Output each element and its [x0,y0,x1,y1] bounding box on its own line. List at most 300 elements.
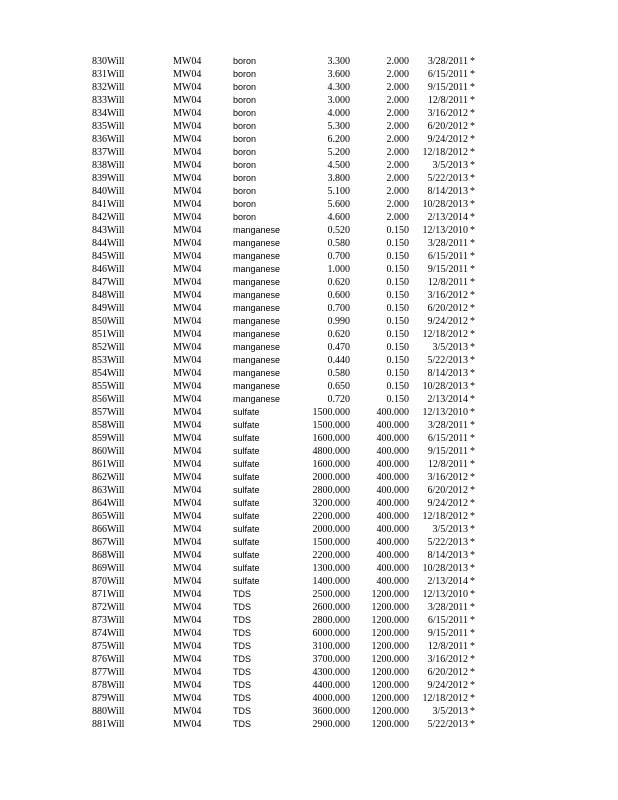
standard-value: 0.150 [386,368,409,379]
record-id: 856Will [92,394,125,405]
exceedance-flag: * [470,537,475,548]
parameter-name: sulfate [233,524,260,534]
record-id: 837Will [92,147,125,158]
parameter-name: boron [233,199,257,209]
parameter-name: manganese [233,225,281,235]
exceedance-flag: * [470,225,475,236]
record-id: 867Will [92,537,125,548]
measured-value: 2000.000 [312,472,350,483]
table-row [0,159,618,172]
record-id: 852Will [92,342,125,353]
sample-date: 10/28/2013 [422,563,468,574]
measured-value: 0.520 [327,225,350,236]
sample-date: 12/8/2011 [427,459,468,470]
exceedance-flag: * [470,108,475,119]
table-row [0,146,618,159]
table-row [0,718,618,731]
standard-value: 0.150 [386,303,409,314]
parameter-name: TDS [233,641,251,651]
exceedance-flag: * [470,680,475,691]
sample-date: 12/18/2012 [422,693,468,704]
exceedance-flag: * [470,576,475,587]
standard-value: 400.000 [376,550,409,561]
table-row [0,354,618,367]
record-id: 850Will [92,316,125,327]
measured-value: 3.300 [327,56,350,67]
parameter-name: boron [233,134,257,144]
table-row [0,471,618,484]
measured-value: 0.580 [327,238,350,249]
parameter-name: TDS [233,680,251,690]
measured-value: 3700.000 [312,654,350,665]
parameter-name: manganese [233,277,281,287]
parameter-name: boron [233,160,257,170]
sample-date: 9/24/2012 [427,134,468,145]
measured-value: 4000.000 [312,693,350,704]
record-id: 851Will [92,329,125,340]
well-id: MW04 [173,303,202,314]
record-id: 841Will [92,199,125,210]
standard-value: 400.000 [376,446,409,457]
parameter-name: manganese [233,329,281,339]
well-id: MW04 [173,316,202,327]
parameter-name: boron [233,69,257,79]
standard-value: 0.150 [386,316,409,327]
standard-value: 0.150 [386,225,409,236]
standard-value: 400.000 [376,472,409,483]
exceedance-flag: * [470,290,475,301]
record-id: 873Will [92,615,125,626]
sample-date: 12/8/2011 [427,95,468,106]
record-id: 865Will [92,511,125,522]
measured-value: 4.600 [327,212,350,223]
sample-date: 3/16/2012 [427,472,468,483]
exceedance-flag: * [470,563,475,574]
table-row [0,302,618,315]
measured-value: 1500.000 [312,537,350,548]
well-id: MW04 [173,69,202,80]
sample-date: 12/13/2010 [422,225,468,236]
standard-value: 1200.000 [371,680,409,691]
standard-value: 1200.000 [371,602,409,613]
table-row [0,81,618,94]
measured-value: 4.000 [327,108,350,119]
standard-value: 2.000 [386,186,409,197]
well-id: MW04 [173,290,202,301]
well-id: MW04 [173,459,202,470]
table-row [0,419,618,432]
exceedance-flag: * [470,95,475,106]
sample-date: 12/13/2010 [422,589,468,600]
standard-value: 2.000 [386,121,409,132]
well-id: MW04 [173,82,202,93]
exceedance-flag: * [470,719,475,730]
well-id: MW04 [173,212,202,223]
parameter-name: TDS [233,719,251,729]
exceedance-flag: * [470,303,475,314]
exceedance-flag: * [470,212,475,223]
parameter-name: TDS [233,706,251,716]
exceedance-flag: * [470,277,475,288]
well-id: MW04 [173,225,202,236]
standard-value: 400.000 [376,498,409,509]
standard-value: 1200.000 [371,667,409,678]
sample-date: 8/14/2013 [427,368,468,379]
standard-value: 1200.000 [371,641,409,652]
exceedance-flag: * [470,329,475,340]
table-row [0,614,618,627]
measured-value: 2800.000 [312,485,350,496]
well-id: MW04 [173,173,202,184]
measured-value: 1600.000 [312,433,350,444]
table-row [0,393,618,406]
well-id: MW04 [173,277,202,288]
sample-date: 3/5/2013 [432,342,468,353]
exceedance-flag: * [470,355,475,366]
standard-value: 0.150 [386,251,409,262]
exceedance-flag: * [470,511,475,522]
table-row [0,380,618,393]
measured-value: 1400.000 [312,576,350,587]
measured-value: 4400.000 [312,680,350,691]
well-id: MW04 [173,160,202,171]
parameter-name: TDS [233,628,251,638]
measured-value: 2200.000 [312,511,350,522]
record-id: 864Will [92,498,125,509]
well-id: MW04 [173,433,202,444]
standard-value: 0.150 [386,238,409,249]
standard-value: 400.000 [376,537,409,548]
measured-value: 1500.000 [312,407,350,418]
table-row [0,484,618,497]
parameter-name: manganese [233,342,281,352]
well-id: MW04 [173,368,202,379]
well-id: MW04 [173,693,202,704]
sample-date: 8/14/2013 [427,186,468,197]
record-id: 859Will [92,433,125,444]
exceedance-flag: * [470,316,475,327]
record-id: 876Will [92,654,125,665]
parameter-name: manganese [233,381,281,391]
standard-value: 400.000 [376,407,409,418]
standard-value: 1200.000 [371,628,409,639]
sample-date: 12/18/2012 [422,511,468,522]
measured-value: 1600.000 [312,459,350,470]
table-row [0,211,618,224]
well-id: MW04 [173,537,202,548]
sample-date: 3/16/2012 [427,108,468,119]
measured-value: 0.720 [327,394,350,405]
parameter-name: manganese [233,368,281,378]
sample-date: 5/22/2013 [427,355,468,366]
measured-value: 4.300 [327,82,350,93]
well-id: MW04 [173,563,202,574]
measured-value: 2800.000 [312,615,350,626]
well-id: MW04 [173,511,202,522]
standard-value: 2.000 [386,108,409,119]
well-id: MW04 [173,485,202,496]
parameter-name: boron [233,147,257,157]
sample-date: 9/15/2011 [427,82,468,93]
measured-value: 0.650 [327,381,350,392]
standard-value: 1200.000 [371,589,409,600]
measured-value: 2900.000 [312,719,350,730]
well-id: MW04 [173,524,202,535]
standard-value: 400.000 [376,433,409,444]
well-id: MW04 [173,654,202,665]
table-row [0,406,618,419]
record-id: 858Will [92,420,125,431]
record-id: 880Will [92,706,125,717]
table-row [0,523,618,536]
well-id: MW04 [173,199,202,210]
exceedance-flag: * [470,147,475,158]
well-id: MW04 [173,576,202,587]
exceedance-flag: * [470,550,475,561]
well-id: MW04 [173,251,202,262]
record-id: 836Will [92,134,125,145]
record-id: 855Will [92,381,125,392]
exceedance-flag: * [470,641,475,652]
record-id: 868Will [92,550,125,561]
standard-value: 2.000 [386,56,409,67]
measured-value: 5.200 [327,147,350,158]
parameter-name: boron [233,121,257,131]
parameter-name: sulfate [233,498,260,508]
exceedance-flag: * [470,420,475,431]
data-table [0,55,618,731]
well-id: MW04 [173,407,202,418]
measured-value: 0.700 [327,303,350,314]
sample-date: 5/22/2013 [427,719,468,730]
standard-value: 400.000 [376,485,409,496]
record-id: 869Will [92,563,125,574]
table-row [0,172,618,185]
well-id: MW04 [173,342,202,353]
standard-value: 400.000 [376,459,409,470]
record-id: 844Will [92,238,125,249]
standard-value: 0.150 [386,264,409,275]
exceedance-flag: * [470,342,475,353]
well-id: MW04 [173,680,202,691]
exceedance-flag: * [470,394,475,405]
measured-value: 1300.000 [312,563,350,574]
sample-date: 6/15/2011 [427,251,468,262]
standard-value: 0.150 [386,394,409,405]
well-id: MW04 [173,238,202,249]
table-row [0,367,618,380]
standard-value: 400.000 [376,576,409,587]
record-id: 877Will [92,667,125,678]
well-id: MW04 [173,602,202,613]
standard-value: 2.000 [386,69,409,80]
table-row [0,55,618,68]
sample-date: 6/20/2012 [427,667,468,678]
exceedance-flag: * [470,615,475,626]
well-id: MW04 [173,498,202,509]
parameter-name: sulfate [233,407,260,417]
well-id: MW04 [173,420,202,431]
standard-value: 400.000 [376,420,409,431]
record-id: 853Will [92,355,125,366]
parameter-name: TDS [233,667,251,677]
record-id: 874Will [92,628,125,639]
table-row [0,627,618,640]
sample-date: 10/28/2013 [422,199,468,210]
well-id: MW04 [173,719,202,730]
record-id: 866Will [92,524,125,535]
standard-value: 400.000 [376,511,409,522]
parameter-name: TDS [233,654,251,664]
well-id: MW04 [173,446,202,457]
parameter-name: sulfate [233,537,260,547]
table-row [0,237,618,250]
standard-value: 2.000 [386,95,409,106]
parameter-name: sulfate [233,485,260,495]
record-id: 830Will [92,56,125,67]
sample-date: 12/8/2011 [427,277,468,288]
parameter-name: boron [233,108,257,118]
well-id: MW04 [173,108,202,119]
measured-value: 3.800 [327,173,350,184]
record-id: 854Will [92,368,125,379]
table-row [0,445,618,458]
exceedance-flag: * [470,238,475,249]
exceedance-flag: * [470,706,475,717]
record-id: 862Will [92,472,125,483]
measured-value: 3.000 [327,95,350,106]
sample-date: 6/20/2012 [427,485,468,496]
standard-value: 0.150 [386,355,409,366]
sample-date: 3/28/2011 [427,420,468,431]
table-row [0,250,618,263]
table-row [0,458,618,471]
standard-value: 2.000 [386,82,409,93]
table-row [0,679,618,692]
record-id: 872Will [92,602,125,613]
well-id: MW04 [173,147,202,158]
sample-date: 6/20/2012 [427,121,468,132]
sample-date: 9/15/2011 [427,628,468,639]
exceedance-flag: * [470,251,475,262]
parameter-name: sulfate [233,511,260,521]
table-row [0,640,618,653]
exceedance-flag: * [470,628,475,639]
parameter-name: TDS [233,602,251,612]
parameter-name: boron [233,56,257,66]
parameter-name: manganese [233,394,281,404]
table-row [0,263,618,276]
well-id: MW04 [173,355,202,366]
record-id: 878Will [92,680,125,691]
measured-value: 0.990 [327,316,350,327]
record-id: 870Will [92,576,125,587]
standard-value: 2.000 [386,134,409,145]
parameter-name: TDS [233,589,251,599]
exceedance-flag: * [470,407,475,418]
exceedance-flag: * [470,381,475,392]
well-id: MW04 [173,264,202,275]
exceedance-flag: * [470,134,475,145]
well-id: MW04 [173,706,202,717]
standard-value: 2.000 [386,147,409,158]
record-id: 839Will [92,173,125,184]
table-row [0,328,618,341]
table-row [0,497,618,510]
measured-value: 3.600 [327,69,350,80]
sample-date: 2/13/2014 [427,212,468,223]
well-id: MW04 [173,186,202,197]
record-id: 848Will [92,290,125,301]
well-id: MW04 [173,641,202,652]
table-row [0,94,618,107]
sample-date: 5/22/2013 [427,537,468,548]
well-id: MW04 [173,329,202,340]
measured-value: 5.100 [327,186,350,197]
exceedance-flag: * [470,433,475,444]
parameter-name: manganese [233,303,281,313]
record-id: 871Will [92,589,125,600]
well-id: MW04 [173,615,202,626]
exceedance-flag: * [470,186,475,197]
sample-date: 6/15/2011 [427,69,468,80]
exceedance-flag: * [470,446,475,457]
record-id: 840Will [92,186,125,197]
parameter-name: boron [233,173,257,183]
sample-date: 9/24/2012 [427,680,468,691]
well-id: MW04 [173,550,202,561]
table-row [0,705,618,718]
parameter-name: sulfate [233,446,260,456]
record-id: 861Will [92,459,125,470]
table-row [0,198,618,211]
table-row [0,562,618,575]
measured-value: 0.440 [327,355,350,366]
table-row [0,224,618,237]
record-id: 832Will [92,82,125,93]
table-row [0,276,618,289]
standard-value: 1200.000 [371,706,409,717]
well-id: MW04 [173,394,202,405]
standard-value: 0.150 [386,329,409,340]
record-id: 838Will [92,160,125,171]
sample-date: 3/5/2013 [432,160,468,171]
measured-value: 2600.000 [312,602,350,613]
record-id: 879Will [92,693,125,704]
table-row [0,549,618,562]
record-id: 846Will [92,264,125,275]
sample-date: 5/22/2013 [427,173,468,184]
record-id: 831Will [92,69,125,80]
parameter-name: sulfate [233,563,260,573]
table-row [0,185,618,198]
table-row [0,575,618,588]
parameter-name: manganese [233,355,281,365]
measured-value: 2000.000 [312,524,350,535]
sample-date: 9/24/2012 [427,498,468,509]
table-row [0,588,618,601]
parameter-name: sulfate [233,420,260,430]
measured-value: 4300.000 [312,667,350,678]
standard-value: 1200.000 [371,719,409,730]
measured-value: 1500.000 [312,420,350,431]
standard-value: 0.150 [386,381,409,392]
measured-value: 5.600 [327,199,350,210]
measured-value: 0.700 [327,251,350,262]
measured-value: 1.000 [327,264,350,275]
record-id: 843Will [92,225,125,236]
parameter-name: sulfate [233,550,260,560]
